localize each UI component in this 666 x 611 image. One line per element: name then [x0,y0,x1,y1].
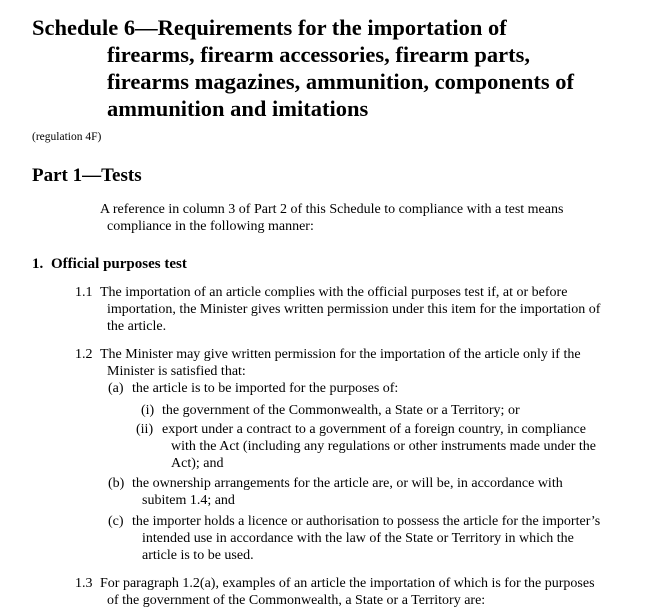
subitem-line: For paragraph 1.2(a), examples of an article the importation of which is for the purposes [100,576,595,591]
paragraph-b [108,475,628,509]
subparagraph-line: Act); and [171,456,224,471]
subparagraph-i [141,402,641,419]
regulation-reference: (regulation 4F) [32,131,102,143]
intro-line: A reference in column 3 of Part 2 of this Schedule to compliance with a test means [100,202,564,217]
subitem-1-2 [75,346,635,380]
subitem-line: Minister is satisfied that: [107,364,246,379]
schedule-title-line: Schedule 6—Requirements for the importation of [32,15,507,40]
subparagraph-line: the government of the Commonwealth, a State or a Territory; or [162,403,520,418]
subitem-label: 1.3 [75,576,93,591]
subitem-1-3 [75,575,635,609]
schedule-title [32,14,652,122]
schedule-title-line: firearms magazines, ammunition, components of [107,69,575,94]
intro-line: compliance in the following manner: [107,219,314,234]
paragraph-a [108,380,628,397]
subparagraph-line: with the Act (including any regulations or other instruments made under the [171,439,596,454]
subitem-line: The Minister may give written permission for the importation of the article only if the [100,347,581,362]
paragraph-line: the article is to be imported for the purposes of: [132,381,399,396]
subitem-line: the article. [107,319,167,334]
paragraph-line: article is to be used. [142,548,254,563]
subitem-line: importation, the Minister gives written permission under this item for the importation of [107,302,601,317]
subitem-1-1 [75,284,635,335]
subparagraph-line: export under a contract to a government of a foreign country, in compliance [162,422,586,437]
paragraph-label: (c) [108,514,124,529]
paragraph-line: the importer holds a licence or authorisation to possess the article for the importer’s [132,514,601,529]
paragraph-label: (a) [108,381,124,396]
paragraph-label: (b) [108,476,125,491]
subitem-line: of the government of the Commonwealth, a State or a Territory are: [107,593,486,608]
paragraph-line: subitem 1.4; and [142,493,235,508]
subparagraph-label: (ii) [136,422,154,437]
subparagraph-label: (i) [141,403,155,418]
schedule-title-line: firearms, firearm accessories, firearm parts, [107,42,530,67]
subparagraph-ii [136,421,636,472]
part-heading: Part 1—Tests [32,165,142,186]
part-intro [100,201,620,235]
subitem-label: 1.1 [75,285,93,300]
subitem-label: 1.2 [75,347,93,362]
item-number: 1. [32,256,44,272]
item-heading [32,255,187,273]
paragraph-line: intended use in accordance with the law of the State or Territory in which the [142,531,574,546]
subitem-line: The importation of an article complies with the official purposes test if, at or before [100,285,568,300]
schedule-title-line: ammunition and imitations [107,96,369,121]
paragraph-line: the ownership arrangements for the article are, or will be, in accordance with [132,476,563,491]
paragraph-c [108,513,638,564]
item-title: Official purposes test [51,256,187,272]
